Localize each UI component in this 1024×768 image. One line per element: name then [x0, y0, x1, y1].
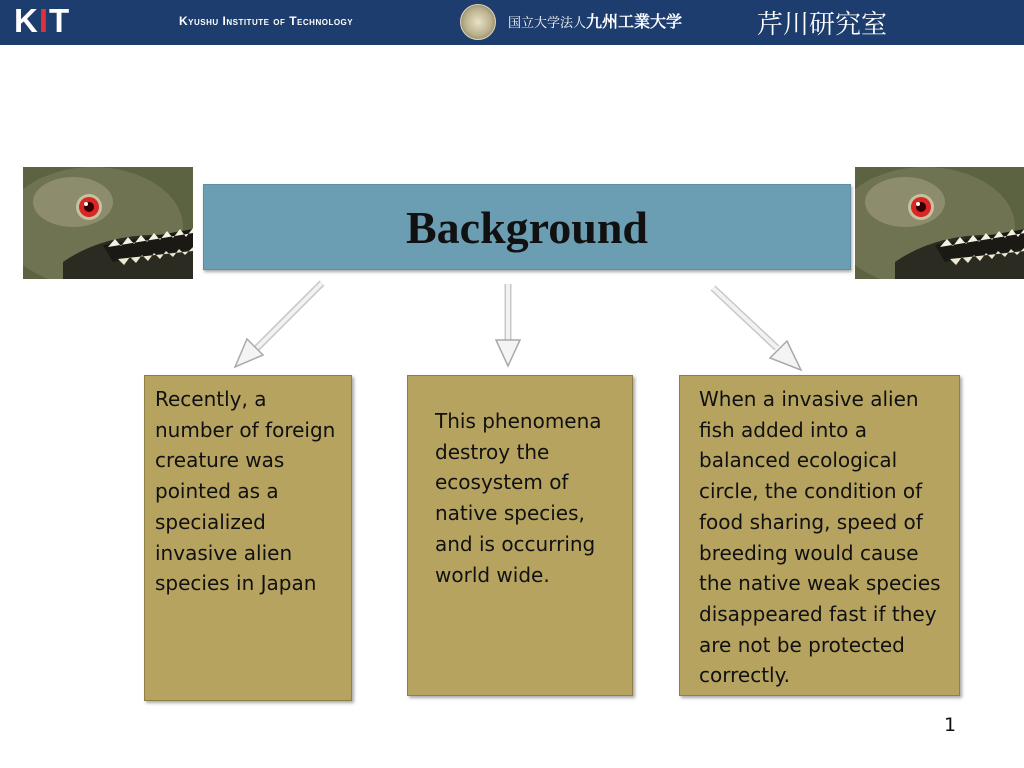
text-box-middle: This phenomena destroy the ecosystem of native species, and is occurring world wide. [407, 375, 633, 696]
piranha-image-right [855, 167, 1024, 279]
arrow-icon-left [225, 275, 335, 375]
arrow-icon-right [705, 280, 810, 375]
lab-name: 芹川研究室 [757, 10, 888, 40]
arrow-icon-middle [490, 280, 530, 372]
piranha-icon [855, 167, 1024, 279]
slide-title: Background [405, 201, 649, 253]
piranha-icon [23, 167, 193, 279]
university-seal-icon [460, 4, 496, 40]
university-name [508, 9, 682, 32]
logo-letter-k: K [14, 2, 39, 39]
text-box-left: Recently, a number of foreign creature was pointed as a specialized invasive alien species in Japan [144, 375, 352, 701]
university-name-text: 九州工業大学 [586, 12, 683, 31]
logo-letter-i: I [38, 2, 50, 39]
piranha-image-left [23, 167, 193, 279]
institute-name: Kyushu Institute of Technology [179, 14, 354, 28]
title-bar [203, 184, 851, 270]
university-prefix: 国立大学法人 [508, 16, 587, 31]
logo-letter-t: T [49, 2, 71, 39]
page-number: 1 [944, 714, 957, 736]
header-bar [0, 0, 1024, 45]
text-box-right: When a invasive alien fish added into a balanced ecological circle, the condition of food sharing, speed of breeding would cause the native weak species disappeared fast if they are not be protected correctly. [679, 375, 960, 696]
kit-logo [14, 3, 70, 39]
